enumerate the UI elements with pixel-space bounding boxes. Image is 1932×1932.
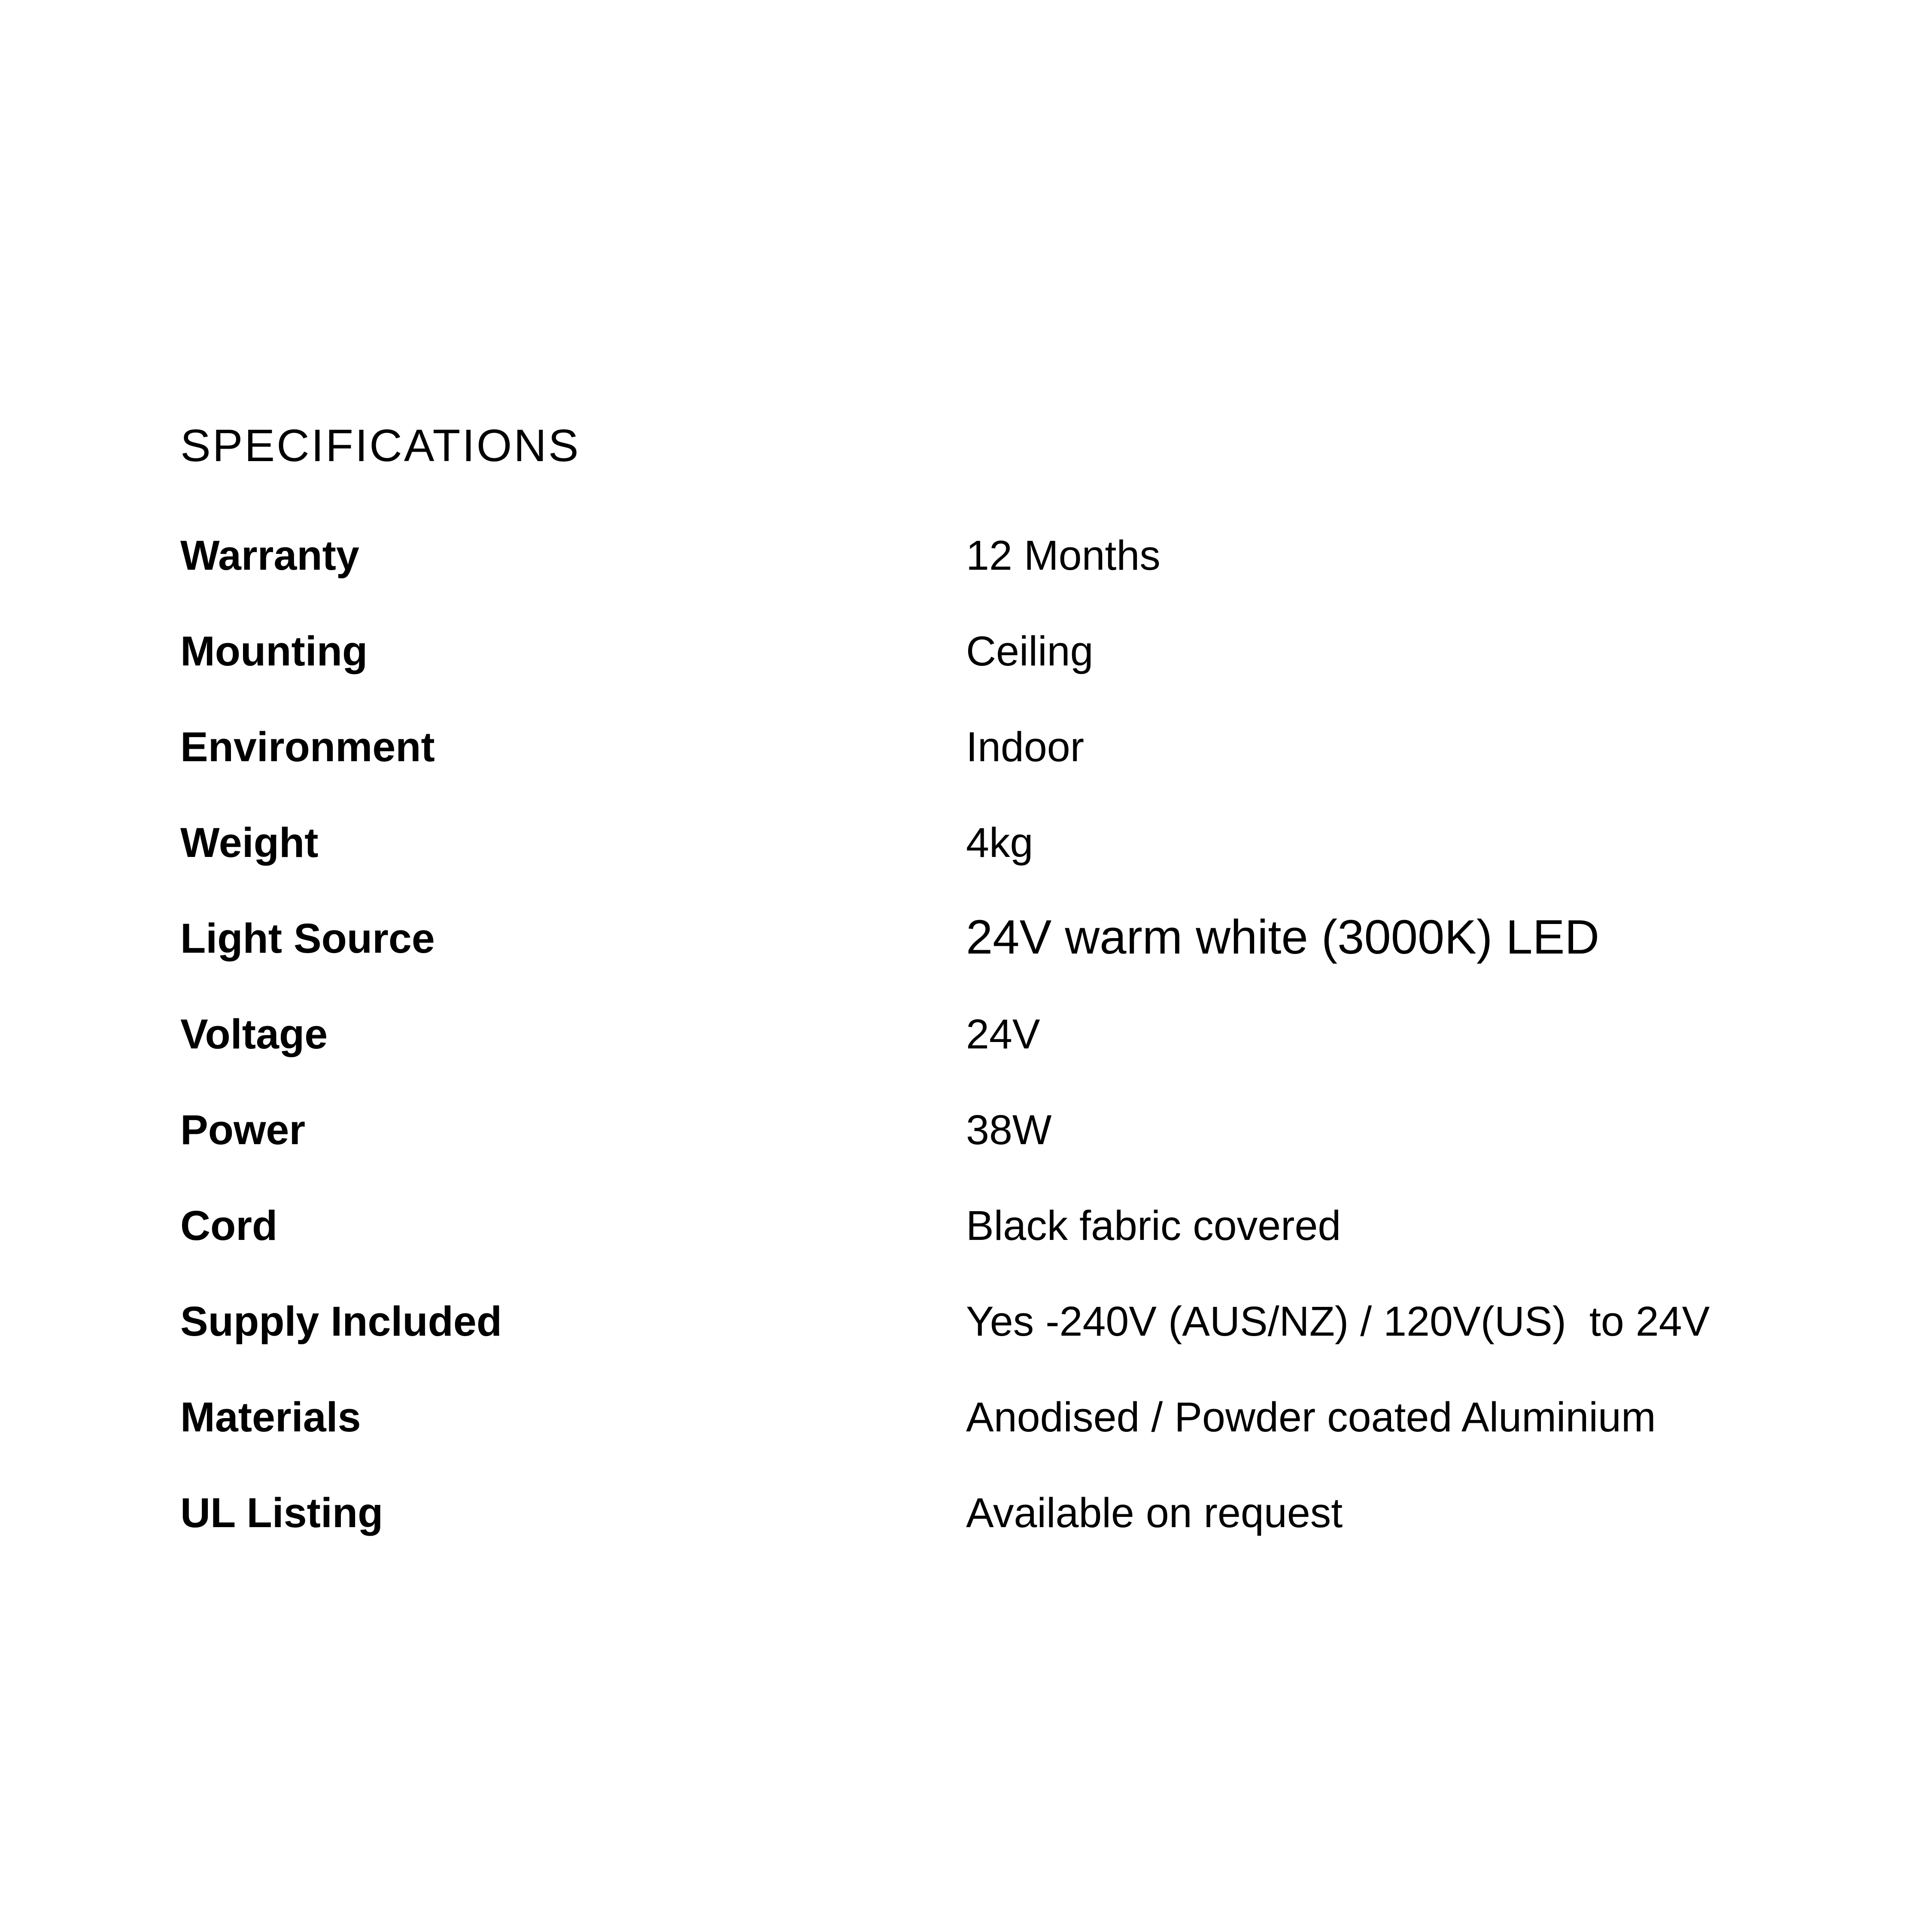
- spec-value: Available on request: [966, 1489, 1343, 1536]
- spec-value: Yes -240V (AUS/NZ) / 120V(US) to 24V: [966, 1298, 1710, 1345]
- spec-label: Power: [180, 1106, 306, 1153]
- spec-value: Anodised / Powder coated Aluminium: [966, 1394, 1656, 1440]
- spec-label: Light Source: [180, 915, 435, 962]
- spec-row-materials: [0, 1396, 1932, 1473]
- spec-value: 12 Months: [966, 532, 1160, 579]
- spec-label: Supply Included: [180, 1298, 502, 1345]
- spec-row-cord: [0, 1202, 1932, 1282]
- spec-label: UL Listing: [180, 1489, 383, 1536]
- spec-row-mounting: [0, 630, 1932, 708]
- spec-label: Weight: [180, 819, 319, 866]
- spec-value: 4kg: [966, 819, 1033, 866]
- spec-row-voltage: [0, 1013, 1932, 1091]
- spec-row-warranty: [0, 532, 1932, 612]
- spec-label: Mounting: [180, 628, 368, 674]
- spec-value: 38W: [966, 1106, 1052, 1153]
- spec-label: Materials: [180, 1394, 361, 1440]
- spec-value: Black fabric covered: [966, 1202, 1341, 1249]
- spec-value: 24V warm white (3000K) LED: [966, 910, 1600, 964]
- spec-row-power: [0, 1106, 1932, 1186]
- spec-label: Warranty: [180, 532, 359, 579]
- spec-row-light-source: [0, 910, 1932, 995]
- spec-row-weight: [0, 819, 1932, 899]
- spec-row-ul-listing: [0, 1489, 1932, 1569]
- spec-value: Indoor: [966, 723, 1084, 770]
- section-title: SPECIFICATIONS: [180, 420, 580, 471]
- spec-row-environment: [0, 723, 1932, 803]
- spec-label: Environment: [180, 723, 435, 770]
- spec-label: Voltage: [180, 1011, 328, 1057]
- spec-value: Ceiling: [966, 628, 1094, 674]
- spec-row-supply-included: [0, 1300, 1932, 1378]
- spec-value: 24V: [966, 1011, 1040, 1057]
- spec-label: Cord: [180, 1202, 278, 1249]
